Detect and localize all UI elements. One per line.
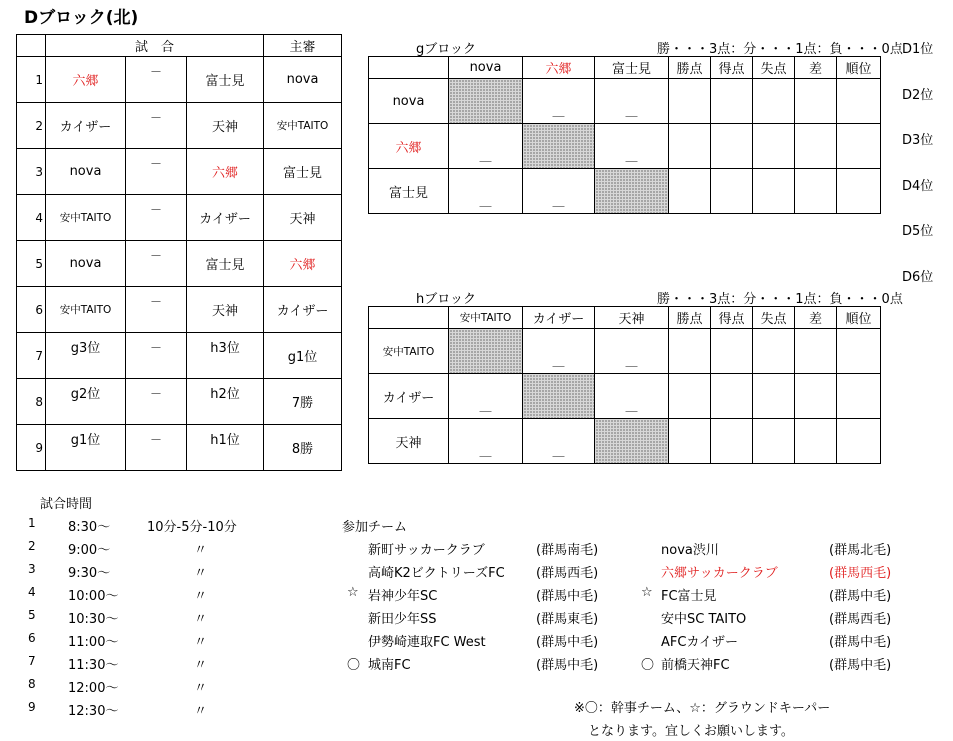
away-team: 天神 — [187, 287, 264, 333]
result-cell: ＿ — [523, 79, 595, 124]
stat-cell — [711, 329, 753, 374]
team-mark: ☆ — [641, 585, 653, 600]
referee: 8勝 — [264, 425, 342, 471]
result-cell: ＿ — [449, 374, 523, 419]
away-team: 富士見 — [187, 241, 264, 287]
result-cell: ＿ — [449, 124, 523, 169]
stat-header: 勝点 — [669, 57, 711, 79]
participant-area: (群馬中毛) — [536, 658, 599, 673]
league-row — [369, 124, 881, 169]
stat-cell — [711, 79, 753, 124]
match-duration: 10分-5分-10分 — [147, 520, 237, 535]
home-team: 安中TAITO — [46, 287, 126, 333]
stat-cell — [795, 329, 837, 374]
participant-area: (群馬西毛) — [829, 612, 892, 627]
stat-cell — [795, 124, 837, 169]
ditto-mark: 〃 — [194, 681, 208, 696]
stat-cell — [837, 124, 881, 169]
kickoff-time: 8:30～ — [68, 520, 111, 535]
result-cell: ＿ — [595, 79, 669, 124]
page-title: Dブロック(北) — [24, 8, 139, 28]
result-cell: ＿ — [595, 329, 669, 374]
row-team: 天神 — [369, 419, 449, 464]
self-match-cell — [523, 124, 595, 169]
kickoff-time: 12:00～ — [68, 681, 119, 696]
away-team: h2位 — [187, 379, 264, 425]
self-match-cell — [595, 169, 669, 214]
participant-team: 岩神少年SC — [368, 589, 438, 604]
column-team: 安中TAITO — [449, 307, 523, 329]
stat-header: 失点 — [753, 57, 795, 79]
referee: g1位 — [264, 333, 342, 379]
match-number: 6 — [17, 287, 46, 333]
team-mark: 〇 — [641, 658, 655, 673]
match-number: 1 — [17, 57, 46, 103]
stat-cell — [669, 124, 711, 169]
participant-area: (群馬中毛) — [536, 635, 599, 650]
result-cell: ＿ — [449, 419, 523, 464]
stat-cell — [837, 169, 881, 214]
team-mark: 〇 — [347, 658, 361, 673]
column-team: 六郷 — [523, 57, 595, 79]
participant-team: AFCカイザー — [661, 635, 739, 650]
row-team: カイザー — [369, 374, 449, 419]
schedule-row — [17, 195, 342, 241]
league-table — [368, 306, 881, 464]
home-team: g2位 — [46, 379, 126, 425]
schedule-row — [17, 57, 342, 103]
match-number: 4 — [17, 195, 46, 241]
stat-cell — [795, 79, 837, 124]
team-mark: ☆ — [347, 585, 359, 600]
schedule-row — [17, 241, 342, 287]
referee: 安中TAITO — [264, 103, 342, 149]
score-cell: － — [126, 241, 187, 287]
stat-header: 失点 — [753, 307, 795, 329]
kickoff-time: 12:30～ — [68, 704, 119, 719]
stat-cell — [837, 79, 881, 124]
self-match-cell — [523, 374, 595, 419]
stat-cell — [753, 169, 795, 214]
referee: 六郷 — [264, 241, 342, 287]
score-cell: － — [126, 195, 187, 241]
score-cell: － — [126, 425, 187, 471]
league-row — [369, 79, 881, 124]
participant-team: nova渋川 — [661, 543, 719, 558]
schedule-row — [17, 103, 342, 149]
column-team: nova — [449, 57, 523, 79]
time-number: 2 — [28, 539, 36, 553]
stat-cell — [669, 329, 711, 374]
participant-team: 安中SC TAITO — [661, 612, 747, 627]
match-number: 3 — [17, 149, 46, 195]
result-cell: ＿ — [449, 169, 523, 214]
stat-cell — [837, 374, 881, 419]
league-table — [368, 56, 881, 214]
ditto-mark: 〃 — [194, 635, 208, 650]
result-cell: ＿ — [523, 169, 595, 214]
league-row — [369, 169, 881, 214]
result-cell: ＿ — [595, 374, 669, 419]
rank-label: D5位 — [902, 224, 934, 239]
rank-label: D6位 — [902, 269, 934, 285]
points-rule: 勝・・・3点：分・・・1点：負・・・0点 — [657, 292, 903, 307]
kickoff-time: 10:00～ — [68, 589, 119, 604]
stat-cell — [669, 419, 711, 464]
score-cell: － — [126, 333, 187, 379]
time-number: 6 — [28, 631, 36, 645]
stat-cell — [837, 329, 881, 374]
time-number: 9 — [28, 700, 36, 714]
block-name: hブロック — [416, 292, 476, 307]
score-cell: － — [126, 379, 187, 425]
schedule-row — [17, 379, 342, 425]
time-number: 8 — [28, 677, 36, 691]
result-cell: ＿ — [523, 419, 595, 464]
schedule-header-referee: 主審 — [264, 35, 342, 57]
away-team: カイザー — [187, 195, 264, 241]
points-rule: 勝・・・3点：分・・・1点：負・・・0点 — [657, 42, 903, 57]
participant-team: 新町サッカークラブ — [368, 543, 485, 558]
stat-cell — [795, 169, 837, 214]
participant-team: 新田少年SS — [368, 612, 437, 627]
stat-cell — [795, 419, 837, 464]
time-number: 7 — [28, 654, 36, 668]
home-team: nova — [46, 149, 126, 195]
score-cell: － — [126, 57, 187, 103]
stat-header: 得点 — [711, 57, 753, 79]
league-row — [369, 329, 881, 374]
participant-area: (群馬中毛) — [536, 589, 599, 604]
rank-label: D1位 — [902, 42, 934, 57]
kickoff-time: 11:30～ — [68, 658, 119, 673]
participant-area: (群馬中毛) — [829, 658, 892, 673]
participant-area: (群馬西毛) — [536, 566, 599, 581]
ditto-mark: 〃 — [194, 566, 208, 581]
result-cell: ＿ — [595, 124, 669, 169]
note-line-1: ※〇：幹事チーム、☆：グラウンドキーパー — [574, 701, 831, 716]
participant-area: (群馬北毛) — [829, 543, 892, 558]
match-number: 2 — [17, 103, 46, 149]
rank-label: D4位 — [902, 178, 934, 194]
stat-cell — [711, 169, 753, 214]
kickoff-time: 10:30～ — [68, 612, 119, 627]
score-cell: － — [126, 287, 187, 333]
schedule-row — [17, 333, 342, 379]
away-team: h3位 — [187, 333, 264, 379]
schedule-table — [16, 34, 342, 471]
match-number: 5 — [17, 241, 46, 287]
referee: カイザー — [264, 287, 342, 333]
home-team: g1位 — [46, 425, 126, 471]
ditto-mark: 〃 — [194, 612, 208, 627]
match-number: 8 — [17, 379, 46, 425]
time-number: 4 — [28, 585, 36, 599]
league-row — [369, 419, 881, 464]
score-cell: － — [126, 103, 187, 149]
participant-area: (群馬南毛) — [536, 543, 599, 558]
participant-area: (群馬東毛) — [536, 612, 599, 627]
self-match-cell — [449, 329, 523, 374]
stat-cell — [753, 374, 795, 419]
row-team: nova — [369, 79, 449, 124]
participant-team: 高崎K2ビクトリーズFC — [368, 566, 505, 581]
schedule-row — [17, 425, 342, 471]
note-line-2: となります。宜しくお願いします。 — [588, 724, 794, 739]
participant-area: (群馬中毛) — [829, 635, 892, 650]
league-row — [369, 374, 881, 419]
kickoff-time: 11:00～ — [68, 635, 119, 650]
referee: 7勝 — [264, 379, 342, 425]
rank-label: D3位 — [902, 133, 934, 148]
stat-header: 差 — [795, 57, 837, 79]
column-team: 天神 — [595, 307, 669, 329]
kickoff-time: 9:30～ — [68, 566, 111, 581]
time-number: 1 — [28, 516, 36, 530]
ditto-mark: 〃 — [194, 589, 208, 604]
ditto-mark: 〃 — [194, 543, 208, 558]
stat-cell — [711, 124, 753, 169]
block-name: gブロック — [416, 42, 476, 57]
column-team: 富士見 — [595, 57, 669, 79]
stat-cell — [711, 374, 753, 419]
kickoff-time: 9:00～ — [68, 543, 111, 558]
stat-header: 順位 — [837, 57, 881, 79]
row-team: 安中TAITO — [369, 329, 449, 374]
stat-cell — [669, 169, 711, 214]
home-team: nova — [46, 241, 126, 287]
away-team: 天神 — [187, 103, 264, 149]
self-match-cell — [449, 79, 523, 124]
score-cell: － — [126, 149, 187, 195]
away-team: 富士見 — [187, 57, 264, 103]
schedule-row — [17, 149, 342, 195]
row-team: 富士見 — [369, 169, 449, 214]
match-number: 7 — [17, 333, 46, 379]
row-team: 六郷 — [369, 124, 449, 169]
stat-cell — [711, 419, 753, 464]
participant-area: (群馬西毛) — [829, 566, 892, 581]
participant-team: 六郷サッカークラブ — [661, 566, 778, 581]
stat-cell — [753, 419, 795, 464]
stat-header: 勝点 — [669, 307, 711, 329]
participants-title: 参加チーム — [342, 520, 408, 535]
participant-team: 城南FC — [368, 658, 411, 673]
referee: 富士見 — [264, 149, 342, 195]
home-team: カイザー — [46, 103, 126, 149]
self-match-cell — [595, 419, 669, 464]
column-team: カイザー — [523, 307, 595, 329]
stat-header: 差 — [795, 307, 837, 329]
stat-header: 得点 — [711, 307, 753, 329]
time-number: 5 — [28, 608, 36, 622]
home-team: g3位 — [46, 333, 126, 379]
stat-header: 順位 — [837, 307, 881, 329]
participant-team: 前橋天神FC — [661, 658, 730, 673]
home-team: 安中TAITO — [46, 195, 126, 241]
stat-cell — [669, 79, 711, 124]
schedule-row — [17, 287, 342, 333]
participant-team: 伊勢崎連取FC West — [368, 635, 486, 650]
stat-cell — [753, 124, 795, 169]
referee: 天神 — [264, 195, 342, 241]
referee: nova — [264, 57, 342, 103]
ditto-mark: 〃 — [194, 704, 208, 719]
match-number: 9 — [17, 425, 46, 471]
time-number: 3 — [28, 562, 36, 576]
ditto-mark: 〃 — [194, 658, 208, 673]
away-team: h1位 — [187, 425, 264, 471]
stat-cell — [837, 419, 881, 464]
home-team: 六郷 — [46, 57, 126, 103]
stat-cell — [795, 374, 837, 419]
stat-cell — [753, 329, 795, 374]
result-cell: ＿ — [523, 329, 595, 374]
rank-label: D2位 — [902, 87, 934, 103]
stat-cell — [753, 79, 795, 124]
participant-area: (群馬中毛) — [829, 589, 892, 604]
away-team: 六郷 — [187, 149, 264, 195]
stat-cell — [669, 374, 711, 419]
participant-team: FC富士見 — [661, 589, 717, 604]
schedule-header-match: 試 合 — [46, 35, 264, 57]
match-times-title: 試合時間 — [40, 497, 93, 512]
